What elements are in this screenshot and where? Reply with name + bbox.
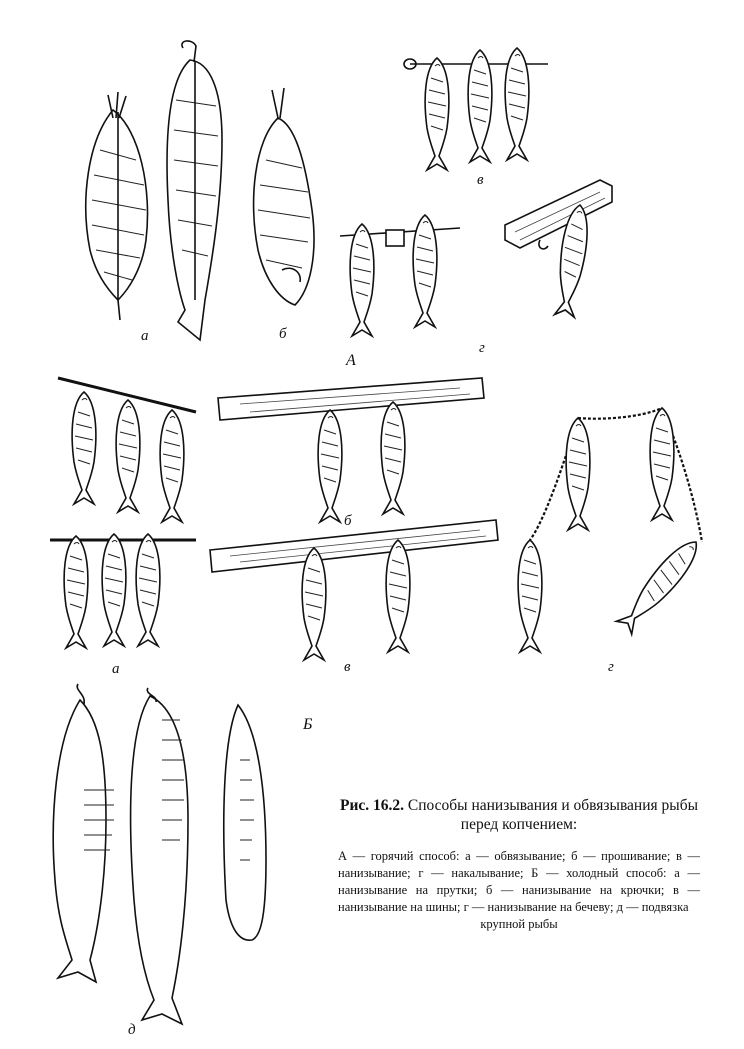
label-d: д: [128, 1022, 136, 1038]
caption-figure-number: Рис. 16.2.: [339, 797, 405, 814]
figure-caption: [338, 796, 700, 933]
label-B-main: Б: [303, 716, 313, 733]
fish-on-twine-drawing: [518, 408, 705, 652]
label-A-b: б: [279, 326, 287, 342]
fish-on-hooks-bar-drawing: [218, 378, 484, 522]
label-A-a: а: [141, 328, 149, 344]
caption-title: [338, 796, 700, 834]
fish-sewn-drawing: [167, 41, 222, 340]
caption-body-text: А — горячий способ: а — обвязывание; б — прошивание; в — нанизывание; г — накалывание; Б — холодный способ: а — нанизывание на прутки; б — нанизывание на крючки; в — нанизывание на шины; г — нанизывание на бечеву; д — подвязка: [338, 849, 700, 914]
fish-on-twig-drawing: [50, 378, 196, 648]
label-A-g: г: [479, 340, 485, 356]
fish-on-hook-bar-drawing: [505, 180, 612, 318]
fish-tied-drawing: [86, 92, 148, 320]
fish-pierced-drawing: [254, 88, 314, 305]
fish-on-rod-drawing: [404, 48, 548, 170]
large-fish-tied-drawing: [53, 684, 266, 1024]
caption-title-text: Способы нанизывания и обвязывания рыбы перед копчением:: [407, 797, 698, 833]
fish-pierced-stick-drawing: [340, 215, 460, 336]
label-B-b: б: [344, 513, 352, 529]
label-A-main: А: [346, 352, 356, 369]
caption-body-last-line: крупной рыбы: [480, 917, 558, 931]
label-A-v: в: [477, 172, 484, 188]
fish-on-bus-bar-drawing: [210, 520, 498, 660]
label-B-a: а: [112, 661, 120, 677]
caption-body: [338, 848, 700, 933]
label-B-v: в: [344, 659, 351, 675]
label-B-g: г: [608, 659, 614, 675]
